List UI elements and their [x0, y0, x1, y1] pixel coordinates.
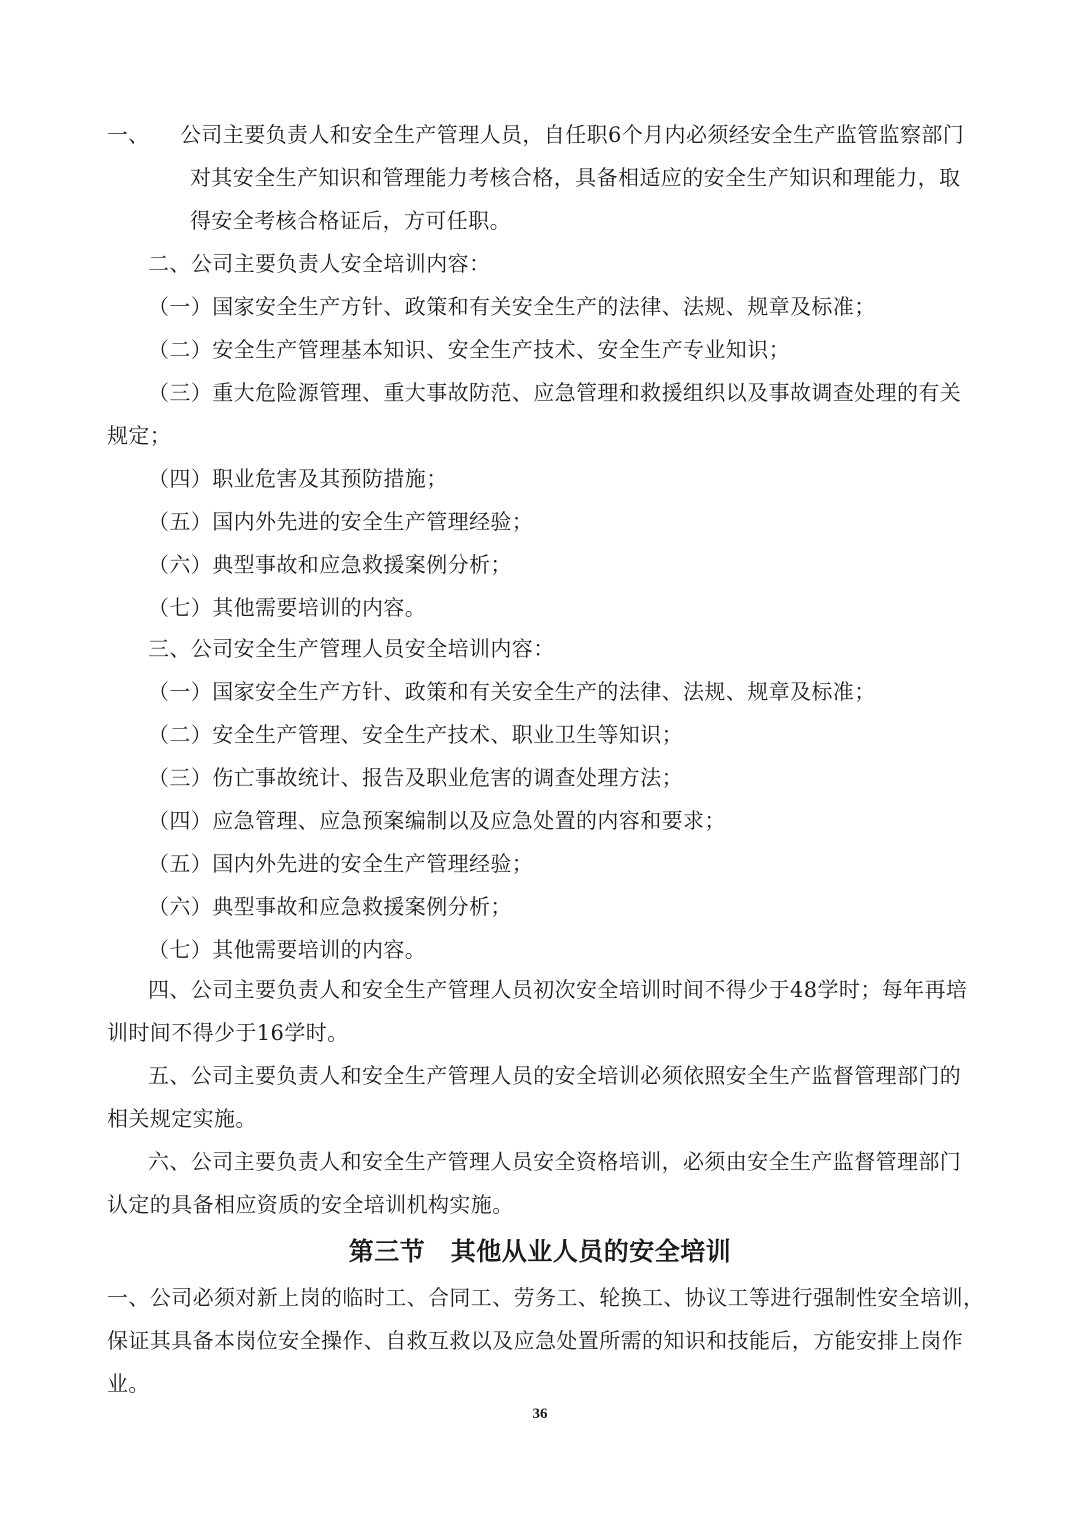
section-two-item: （三）重大危险源管理、重大事故防范、应急管理和救援组织以及事故调查处理的有关	[148, 381, 962, 405]
item-one-line-1: 公司主要负责人和安全生产管理人员，自任职6个月内必须经安全生产监管监察部门	[180, 123, 965, 147]
section-three-title: 三、公司安全生产管理人员安全培训内容：	[148, 637, 555, 661]
section-two-item: （七）其他需要培训的内容。	[148, 596, 427, 620]
page-number: 36	[532, 1406, 548, 1422]
section-two-item: （二）安全生产管理基本知识、安全生产技术、安全生产专业知识；	[148, 338, 790, 362]
section-three-item: （五）国内外先进的安全生产管理经验；	[148, 852, 534, 876]
paragraph-four-line-1: 四、公司主要负责人和安全生产管理人员初次安全培训时间不得少于48学时；每年再培	[148, 978, 968, 1002]
section-three-item: （二）安全生产管理、安全生产技术、职业卫生等知识；	[148, 723, 683, 747]
section-two-item: （六）典型事故和应急救援案例分析；	[148, 553, 512, 577]
section-three-item: （四）应急管理、应急预案编制以及应急处置的内容和要求；	[148, 809, 726, 833]
section-two-item-continuation: 规定；	[107, 424, 172, 448]
section-three-item: （三）伤亡事故统计、报告及职业危害的调查处理方法；	[148, 766, 683, 790]
section-three-paragraph-one-line-2: 保证其具备本岗位安全操作、自救互救以及应急处置所需的知识和技能后，方能安排上岗作	[107, 1329, 963, 1353]
paragraph-five-line-1: 五、公司主要负责人和安全生产管理人员的安全培训必须依照安全生产监督管理部门的	[148, 1064, 962, 1088]
paragraph-five-line-2: 相关规定实施。	[107, 1107, 257, 1131]
section-two-title: 二、公司主要负责人安全培训内容：	[148, 252, 491, 276]
paragraph-four-line-2: 训时间不得少于16学时。	[107, 1021, 349, 1045]
section-two-item: （五）国内外先进的安全生产管理经验；	[148, 510, 534, 534]
section-three-paragraph-one-line-1: 一、公司必须对新上岗的临时工、合同工、劳务工、轮换工、协议工等进行强制性安全培训，	[107, 1286, 985, 1310]
section-three-item: （一）国家安全生产方针、政策和有关安全生产的法律、法规、规章及标准；	[148, 680, 876, 704]
section-three-item: （六）典型事故和应急救援案例分析；	[148, 895, 512, 919]
paragraph-six-line-1: 六、公司主要负责人和安全生产管理人员安全资格培训，必须由安全生产监督管理部门	[148, 1150, 962, 1174]
section-three-item: （七）其他需要培训的内容。	[148, 938, 427, 962]
item-one-line-2: 对其安全生产知识和管理能力考核合格，具备相适应的安全生产知识和理能力，取	[190, 166, 961, 190]
paragraph-six-line-2: 认定的具备相应资质的安全培训机构实施。	[107, 1193, 514, 1217]
section-heading: 第三节 其他从业人员的安全培训	[348, 1237, 732, 1266]
section-three-paragraph-one-line-3: 业。	[107, 1372, 150, 1396]
item-one-line-3: 得安全考核合格证后，方可任职。	[190, 209, 511, 233]
section-two-item: （一）国家安全生产方针、政策和有关安全生产的法律、法规、规章及标准；	[148, 295, 876, 319]
item-one-marker: 一、	[107, 123, 149, 147]
section-two-item: （四）职业危害及其预防措施；	[148, 467, 448, 491]
